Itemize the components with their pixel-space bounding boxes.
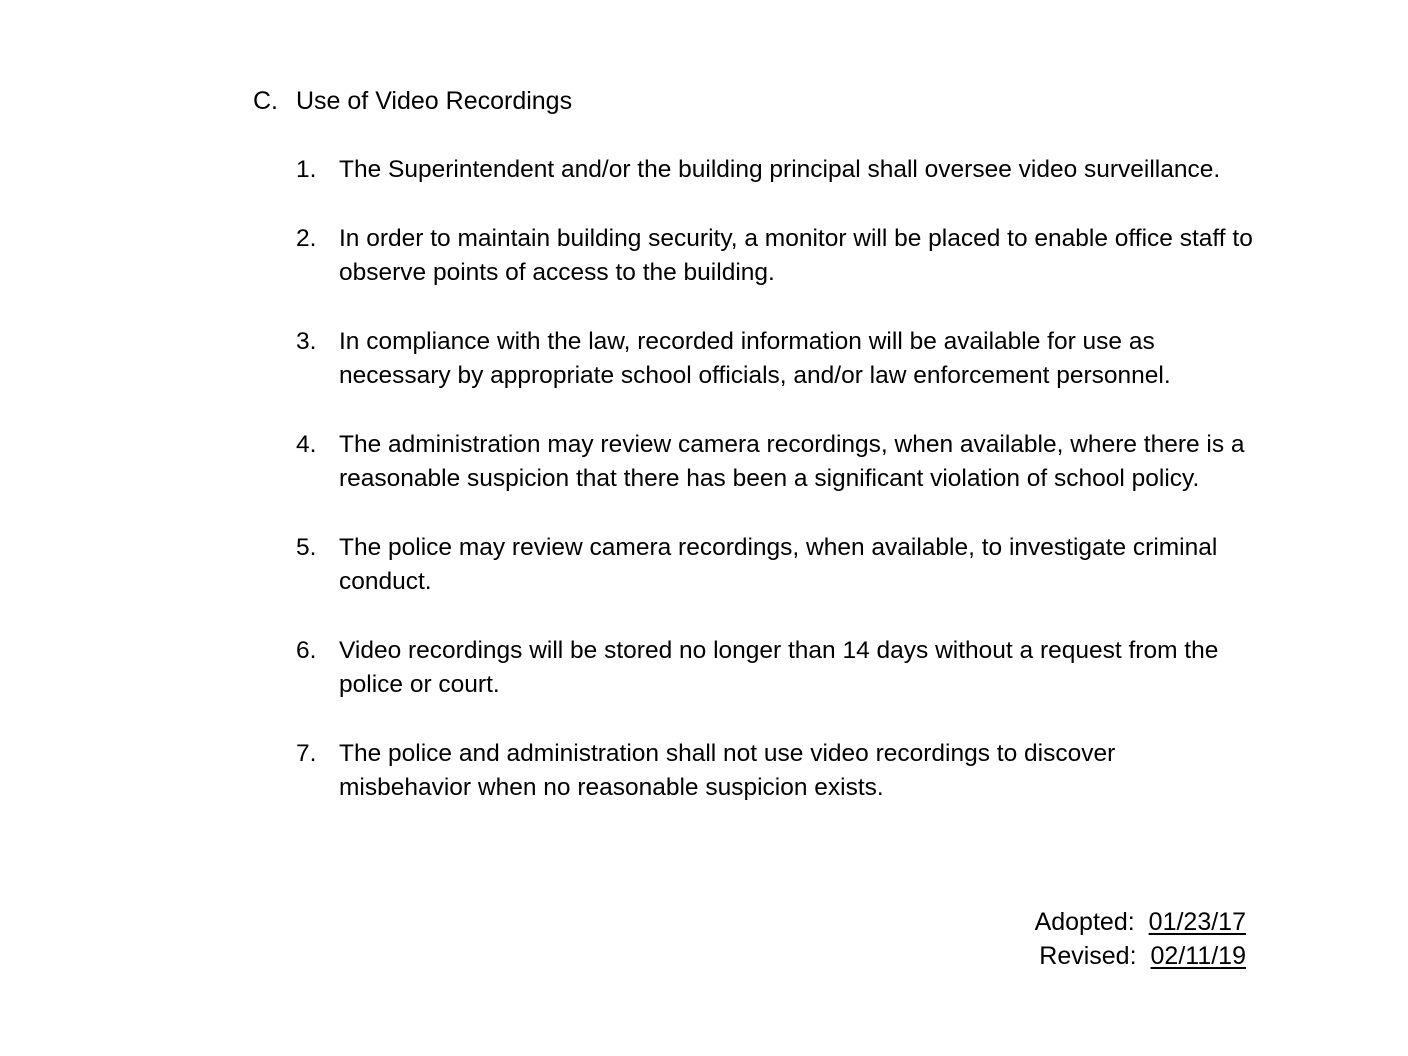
revised-label: Revised: [1039,942,1137,970]
adopted-date: 01/23/17 [1148,908,1246,936]
list-item-number: 1. [296,156,317,183]
list-item-number: 6. [296,636,317,664]
list-item [296,153,1256,187]
list-item-text: In compliance with the law, recorded information will be available for use as necessary by appropriate school officials, and/or law enforcement personnel. [339,327,1171,389]
list-item-text: In order to maintain building security, a monitor will be placed to enable office staff to observe points of access to the building. [339,224,1253,286]
list-item-number: 5. [296,533,317,561]
list-item-text: The Superintendent and/or the building principal shall oversee video surveillance. [339,156,1221,183]
list-item-text: The police may review camera recordings, when available, to investigate criminal conduct. [339,533,1218,595]
revision-footer [1035,905,1246,973]
list-item-number: 3. [296,327,317,355]
section-heading [253,84,572,118]
list-item-number: 2. [296,224,317,252]
list-item-text: Video recordings will be stored no longer than 14 days without a request from the police or court. [339,636,1219,698]
list-item-text: The administration may review camera recordings, when available, where there is a reasonable suspicion that there has been a significant violation of school policy. [339,430,1245,492]
list-item-number: 7. [296,739,317,767]
adopted-row [1035,905,1246,939]
section-marker: C. [253,87,278,115]
list-item [296,428,1256,497]
adopted-label: Adopted: [1034,908,1135,936]
section-title: Use of Video Recordings [296,87,573,115]
list-item [296,634,1256,703]
list-item-text: The police and administration shall not use video recordings to discover misbehavior when no reasonable suspicion exists. [339,739,1116,801]
list-item [296,737,1256,806]
revised-date: 02/11/19 [1150,942,1246,970]
list-item-number: 4. [296,430,317,458]
policy-list [296,153,1256,840]
list-item [296,531,1256,600]
revised-row [1035,939,1246,973]
list-item [296,325,1256,394]
list-item [296,222,1256,291]
